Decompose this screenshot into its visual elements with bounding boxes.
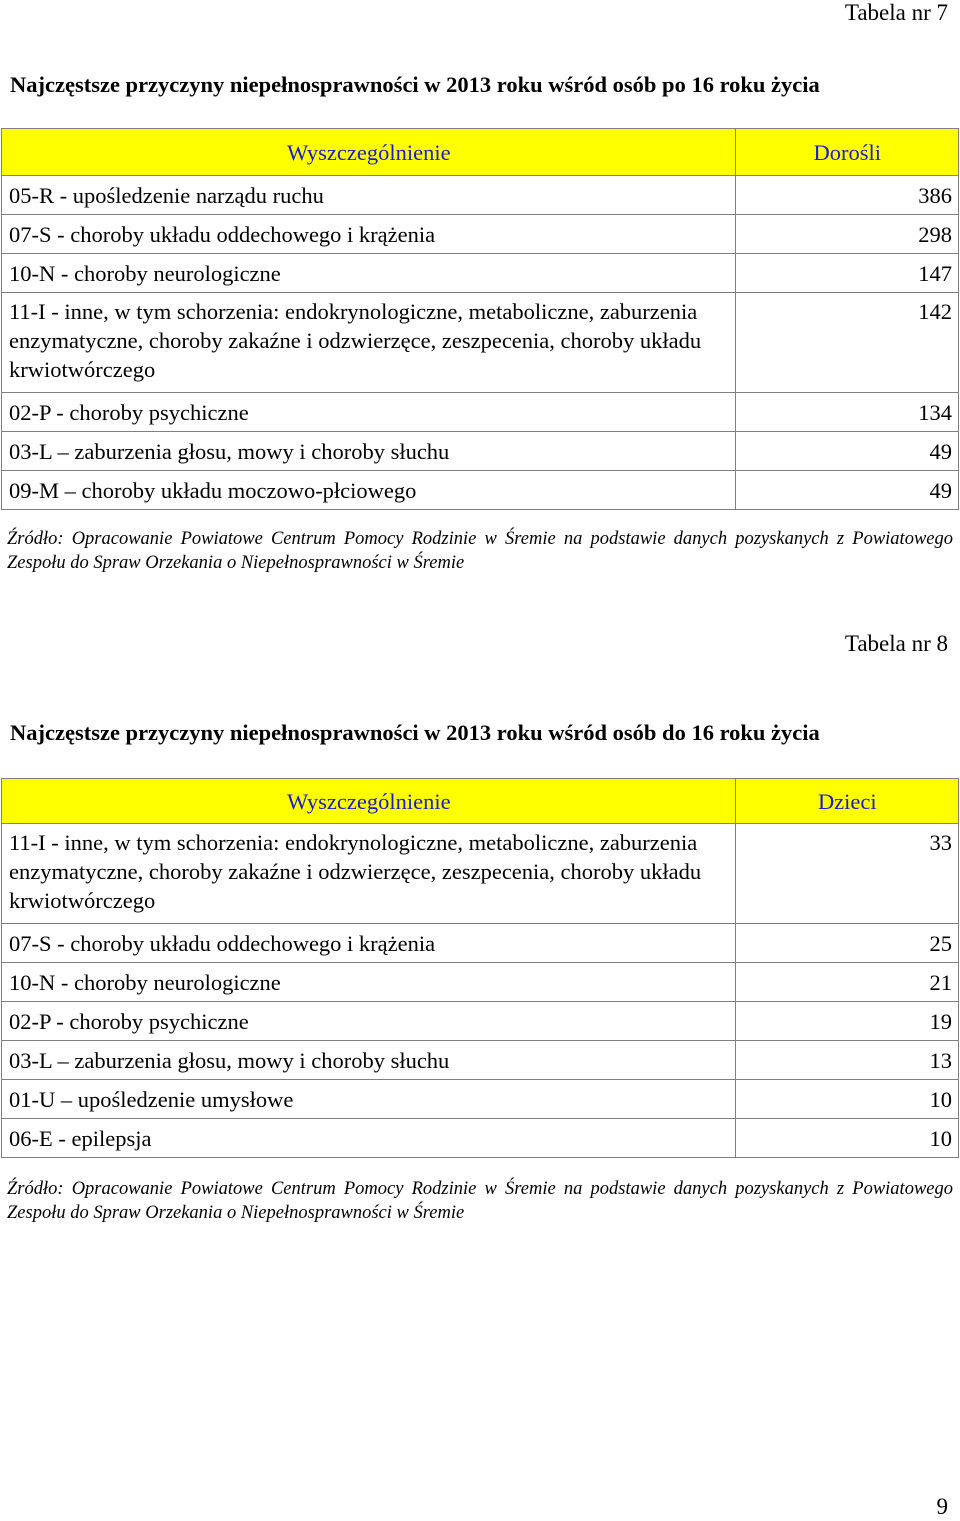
table7-title: Najczęstsze przyczyny niepełnosprawności w 2013 roku wśród osób po 16 roku życia xyxy=(10,72,820,97)
table8-title: Najczęstsze przyczyny niepełnosprawności w 2013 roku wśród osób do 16 roku życia xyxy=(10,720,820,745)
row-description: 02-P - choroby psychiczne xyxy=(2,393,736,432)
row-value: 298 xyxy=(735,215,958,254)
row-description: 05-R - upośledzenie narządu ruchu xyxy=(2,176,736,215)
row-value: 386 xyxy=(735,176,958,215)
table8-header-description: Wyszczególnienie xyxy=(2,779,736,824)
row-value: 13 xyxy=(735,1041,958,1080)
table-row xyxy=(2,963,959,1002)
table8-label: Tabela nr 8 xyxy=(844,631,948,656)
table-row xyxy=(2,1002,959,1041)
table-row xyxy=(2,176,959,215)
table-row xyxy=(2,1080,959,1119)
row-description: 10-N - choroby neurologiczne xyxy=(2,254,736,293)
row-description: 02-P - choroby psychiczne xyxy=(2,1002,736,1041)
row-description: 11-I - inne, w tym schorzenia: endokrynologiczne, metaboliczne, zaburzenia enzymatyczne, choroby zakaźne i odzwierzęce, zeszpecenia, choroby układu krwiotwórczego xyxy=(2,824,736,924)
row-description: 11-I - inne, w tym schorzenia: endokrynologiczne, metaboliczne, zaburzenia enzymatyczne, choroby zakaźne i odzwierzęce, zeszpecenia, choroby układu krwiotwórczego xyxy=(2,293,736,393)
table7-header-value: Dorośli xyxy=(735,129,958,176)
table7-header-row xyxy=(2,129,959,176)
row-value: 142 xyxy=(735,293,958,393)
row-description: 07-S - choroby układu oddechowego i krążenia xyxy=(2,924,736,963)
row-value: 21 xyxy=(735,963,958,1002)
table8-header-value: Dzieci xyxy=(735,779,958,824)
table7-header-description: Wyszczególnienie xyxy=(2,129,736,176)
table8-header-row xyxy=(2,779,959,824)
table-row xyxy=(2,432,959,471)
row-value: 49 xyxy=(735,471,958,510)
row-value: 10 xyxy=(735,1119,958,1158)
row-description: 01-U – upośledzenie umysłowe xyxy=(2,1080,736,1119)
row-description: 10-N - choroby neurologiczne xyxy=(2,963,736,1002)
table8-source-note: Źródło: Opracowanie Powiatowe Centrum Pomocy Rodzinie w Śremie na podstawie danych pozyskanych z Powiatowego Zespołu do Spraw Orzekania o Niepełnosprawności w Śremie xyxy=(7,1179,953,1223)
table-row xyxy=(2,1119,959,1158)
row-value: 25 xyxy=(735,924,958,963)
table7-label: Tabela nr 7 xyxy=(844,0,948,25)
table-row xyxy=(2,293,959,393)
table-row xyxy=(2,924,959,963)
table-row xyxy=(2,471,959,510)
page-number: 9 xyxy=(936,1494,948,1519)
table-row xyxy=(2,215,959,254)
row-description: 03-L – zaburzenia głosu, mowy i choroby słuchu xyxy=(2,432,736,471)
table7 xyxy=(1,128,959,510)
table7-source-note: Źródło: Opracowanie Powiatowe Centrum Pomocy Rodzinie w Śremie na podstawie danych pozyskanych z Powiatowego Zespołu do Spraw Orzekania o Niepełnosprawności w Śremie xyxy=(7,529,953,573)
table-row xyxy=(2,254,959,293)
row-value: 10 xyxy=(735,1080,958,1119)
table-row xyxy=(2,824,959,924)
row-description: 03-L – zaburzenia głosu, mowy i choroby słuchu xyxy=(2,1041,736,1080)
row-description: 06-E - epilepsja xyxy=(2,1119,736,1158)
row-description: 09-M – choroby układu moczowo-płciowego xyxy=(2,471,736,510)
row-description: 07-S - choroby układu oddechowego i krążenia xyxy=(2,215,736,254)
row-value: 19 xyxy=(735,1002,958,1041)
table8 xyxy=(1,778,959,1158)
table-row xyxy=(2,1041,959,1080)
row-value: 49 xyxy=(735,432,958,471)
row-value: 134 xyxy=(735,393,958,432)
table-row xyxy=(2,393,959,432)
row-value: 33 xyxy=(735,824,958,924)
row-value: 147 xyxy=(735,254,958,293)
